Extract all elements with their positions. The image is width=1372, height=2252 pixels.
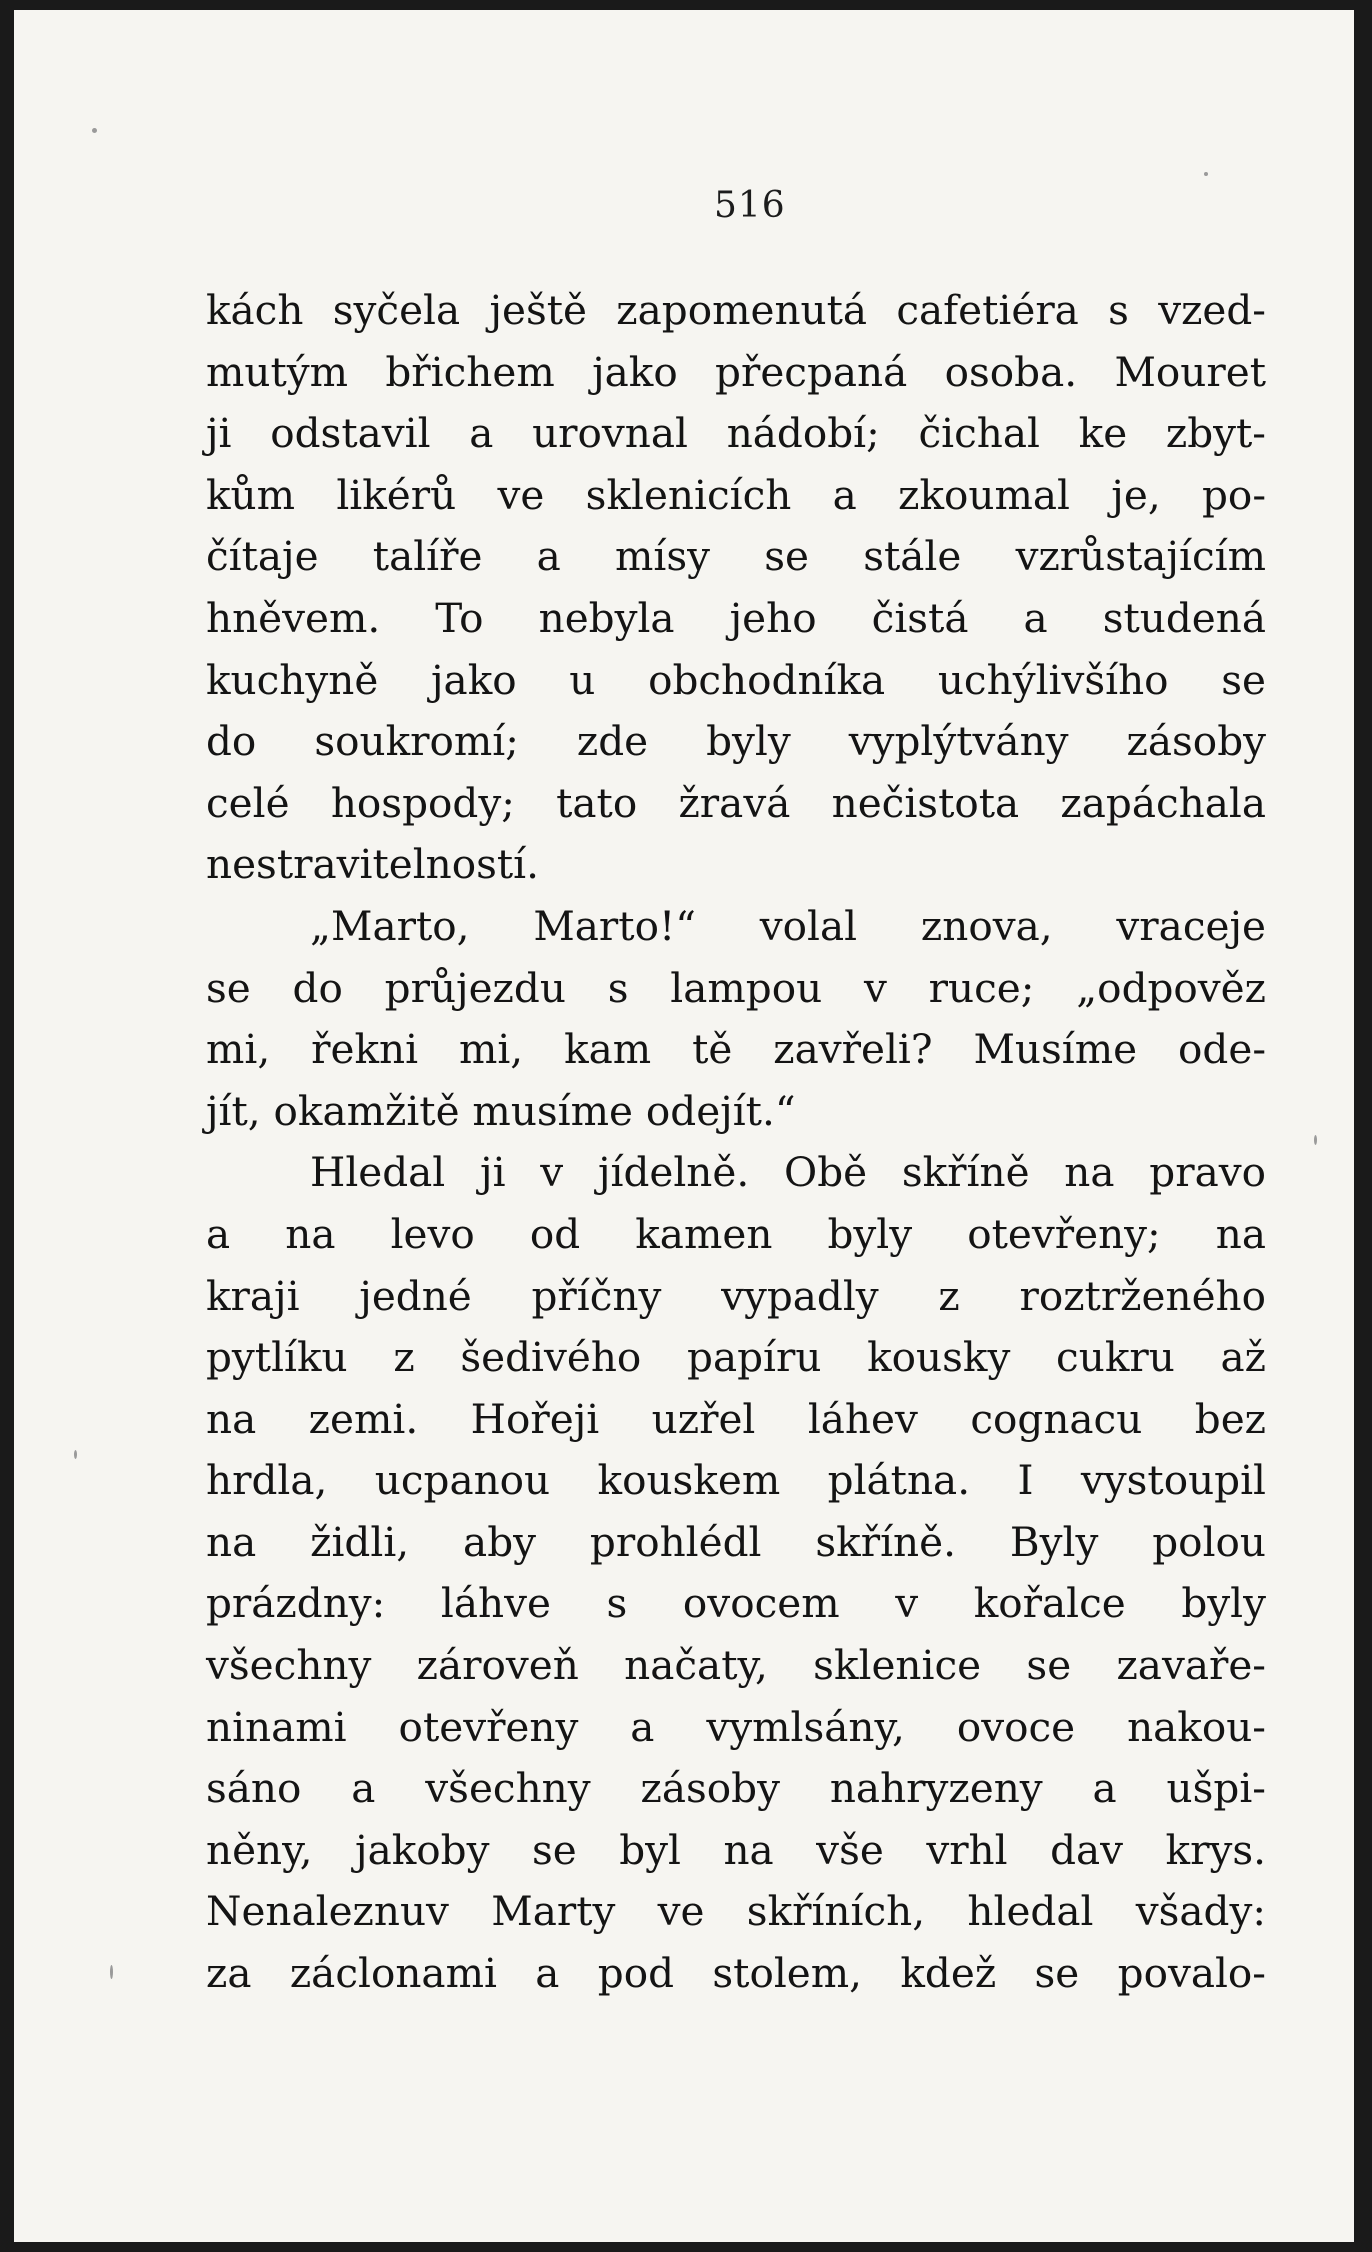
text-line: ji odstavil a urovnal nádobí; čichal ke zbyt-	[206, 409, 1266, 458]
text-line: kraji jedné příčny vypadly z roztrženého	[206, 1271, 1266, 1320]
text-line: na zemi. Hořeji uzřel láhev cognacu bez	[206, 1394, 1266, 1443]
text-line: sáno a všechny zásoby nahryzeny a ušpi-	[206, 1764, 1266, 1813]
text-line: za záclonami a pod stolem, kdež se povalo-	[206, 1949, 1266, 1998]
text-line: čítaje talíře a mísy se stále vzrůstajícím	[206, 532, 1266, 581]
text-line: mi, řekni mi, kam tě zavřeli? Musíme ode-	[206, 1025, 1266, 1074]
text-line: hněvem. To nebyla jeho čistá a studená	[206, 593, 1266, 642]
text-line: se do průjezdu s lampou v ruce; „odpověz	[206, 963, 1266, 1012]
paper-speck	[92, 128, 97, 133]
text-line: ninami otevřeny a vymlsány, ovoce nakou-	[206, 1702, 1266, 1751]
text-line: prázdny: láhve s ovocem v kořalce byly	[206, 1579, 1266, 1628]
text-line: kuchyně jako u obchodníka uchýlivšího se	[206, 655, 1266, 704]
text-line: Nenaleznuv Marty ve skříních, hledal všady:	[206, 1887, 1266, 1936]
paper-speck	[1314, 1135, 1317, 1145]
text-line: něny, jakoby se byl na vše vrhl dav krys.	[206, 1825, 1266, 1874]
paper-speck	[110, 1965, 113, 1979]
text-line: „Marto, Marto!“ volal znova, vraceje	[310, 901, 1266, 950]
text-line: celé hospody; tato žravá nečistota zapáchala	[206, 778, 1266, 827]
text-line: na židli, aby prohlédl skříně. Byly polou	[206, 1517, 1266, 1566]
book-page	[14, 10, 1354, 2242]
body-text	[206, 280, 1266, 2005]
text-line: a na levo od kamen byly otevřeny; na	[206, 1209, 1266, 1258]
text-line: jít, okamžitě musíme odejít.“	[206, 1086, 796, 1135]
text-line: nestravitelností.	[206, 840, 539, 889]
text-line: kách syčela ještě zapomenutá cafetiéra s vzed-	[206, 286, 1266, 334]
page-number: 516	[714, 185, 786, 226]
text-line: kům likérů ve sklenicích a zkoumal je, po-	[206, 470, 1266, 519]
text-line: do soukromí; zde byly vyplýtvány zásoby	[206, 717, 1266, 766]
text-line: všechny zároveň načaty, sklenice se zavaře-	[206, 1641, 1266, 1690]
paper-speck	[74, 1450, 77, 1459]
text-line: hrdla, ucpanou kouskem plátna. I vystoupil	[206, 1456, 1266, 1505]
text-line: mutým břichem jako přecpaná osoba. Mouret	[206, 347, 1266, 396]
text-line: pytlíku z šedivého papíru kousky cukru až	[206, 1333, 1266, 1382]
paper-speck	[1204, 172, 1208, 176]
text-line: Hledal ji v jídelně. Obě skříně na pravo	[310, 1148, 1266, 1197]
